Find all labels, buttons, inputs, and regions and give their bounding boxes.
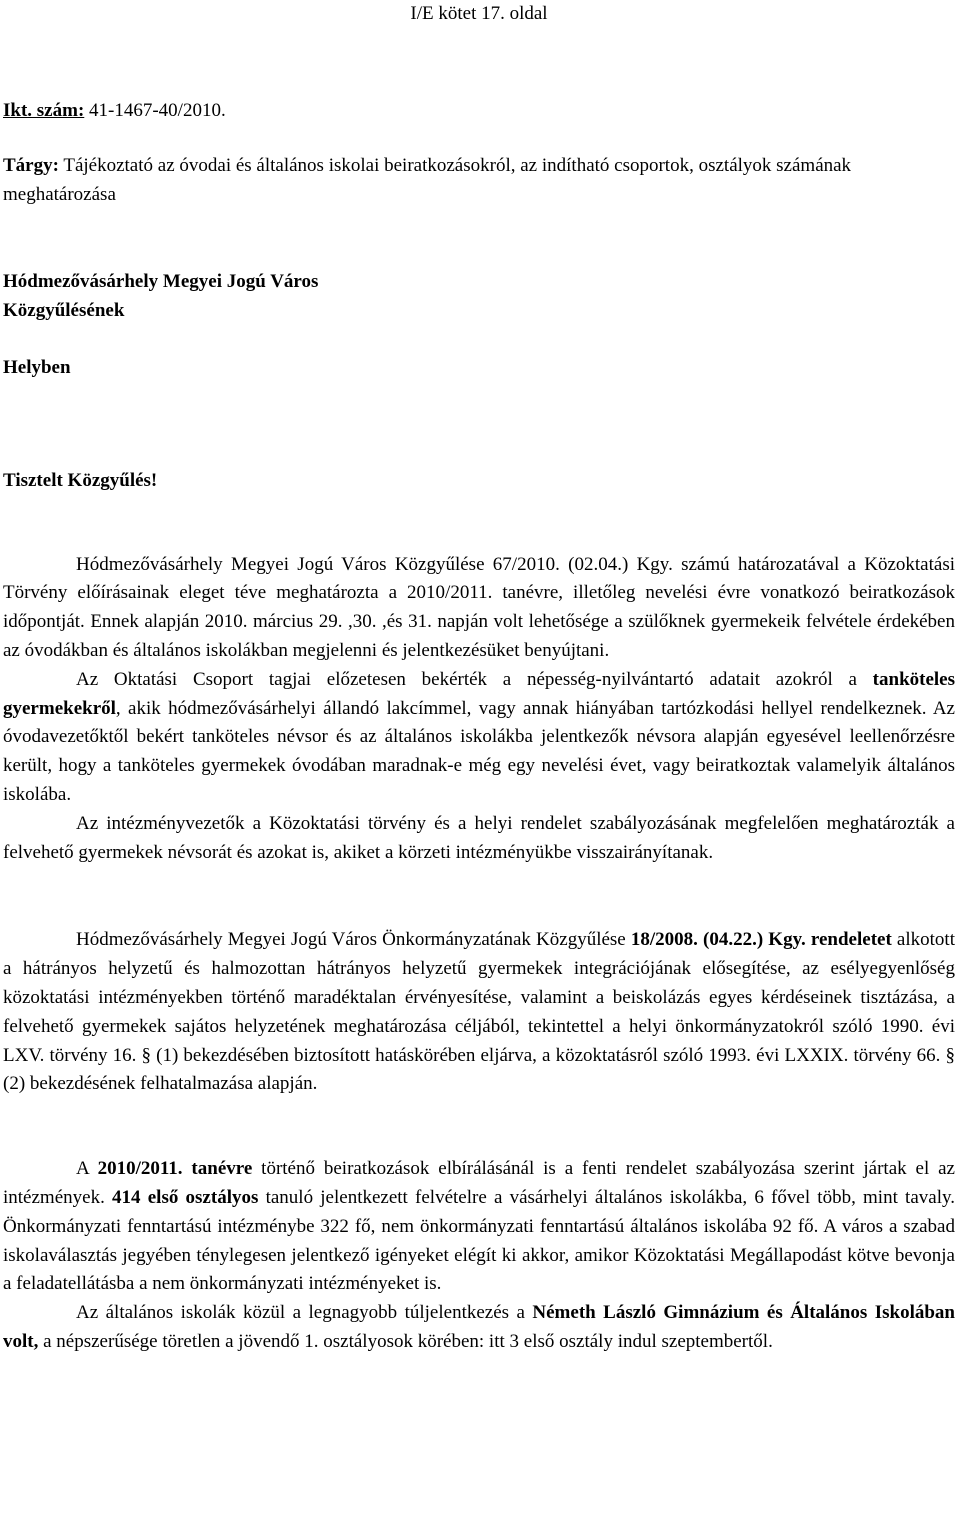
page-label: I/E kötet 17. oldal bbox=[410, 3, 548, 24]
paragraph-5-bold-2: 414 első osztályos bbox=[112, 1186, 259, 1208]
subject-line bbox=[3, 152, 955, 210]
paragraph-4 bbox=[3, 926, 955, 1099]
addressee-line-1: Hódmezővásárhely Megyei Jogú Város bbox=[3, 271, 319, 293]
addressee-line-2: Közgyűlésének bbox=[3, 300, 125, 322]
subject-label: Tárgy: bbox=[3, 154, 59, 176]
paragraph-5-text-c: történő beiratkozások elbírálásánál is a fenti rendelet szabályozása szerint jártak el az intézmények. bbox=[3, 1158, 955, 1208]
paragraph-3: Az intézményvezetők a Közoktatási törvény és a helyi rendelet szabályozásának megfelelően meghatározták a felvehető gyermekek névsorát és azokat is, akiket a körzeti intézményükbe visszairányítanak. bbox=[3, 812, 955, 863]
paragraph-4-text-a: Hódmezővásárhely Megyei Jogú Város Önkormányzatának Közgyűlése bbox=[76, 929, 631, 951]
addressee-helyben: Helyben bbox=[3, 356, 71, 378]
paragraph-2-text-c: , akik hódmezővásárhelyi állandó lakcímmel, vagy annak hiányában tartózkodási hellyel rendelkeznek. Az óvodavezetőktől bekért tanköteles névsor és az általános iskolákba jelentkezők névsora alapján egyesével leellenőrzésre került, hogy a tanköteles gyermekek óvodában maradnak-e még egy nevelési évet, vagy beiratkoztak valamelyik általános iskolába. bbox=[3, 697, 955, 805]
paragraph-5-text-a: A bbox=[76, 1158, 98, 1180]
paragraph-4-text-c: alkotott a hátrányos helyzetű és halmozottan hátrányos helyzetű gyermekek integrációjának elősegítése, az esélyegyenlőség közoktatási intézményekben történő maradéktalan érvényesítése, valamint a beiskolázás egyes kérdéseinek tisztázása, a felvehető gyermekek sajátos helyzetének meghatározása céljából, tekintettel a helyi önkormányzatokról szóló 1990. évi LXV. törvény 16. § (1) bekezdésében biztosított hatáskörében eljárva, a közoktatásról szóló 1993. évi LXXIX. törvény 66. § (2) bekezdésének felhatalmazása alapján. bbox=[3, 929, 955, 1095]
paragraph-6-text-a: Az általános iskolák közül a legnagyobb túljelentkezés a bbox=[76, 1302, 533, 1324]
paragraph-4-bold: 18/2008. (04.22.) Kgy. rendeletet bbox=[630, 929, 892, 951]
file-number-line bbox=[3, 97, 955, 126]
document-page bbox=[3, 0, 955, 1357]
paragraph-6-bold: Németh László Gimnázium és Általános Iskolában volt, bbox=[3, 1302, 955, 1352]
paragraph-2 bbox=[3, 666, 955, 810]
paragraph-5-bold-1: 2010/2011. tanévre bbox=[97, 1158, 253, 1180]
paragraph-5-text-e: tanuló jelentkezett felvételre a vásárhelyi általános iskolákba, 6 fővel több, mint tavaly. Önkormányzati fenntartású intézménybe 322 fő, nem önkormányzati fenntartású általános iskolába 92 fő. A város a szabad iskolaválasztás jegyében ténylegesen jelentkező igényeket elégít ki akkor, amikor Közoktatási Megállapodást kötve bevonja a feladatellátásba a nem önkormányzati intézményeket is. bbox=[3, 1186, 956, 1295]
page-header bbox=[3, 0, 955, 50]
subject-text: Tájékoztató az óvodai és általános iskolai beiratkozásokról, az indítható csoportok, osztályok számának meghatározása bbox=[3, 154, 852, 205]
file-number-value: 41-1467-40/2010. bbox=[84, 100, 226, 121]
file-number-label: Ikt. szám: bbox=[3, 100, 85, 121]
paragraph-1: Hódmezővásárhely Megyei Jogú Város Közgyűlése 67/2010. (02.04.) Kgy. számú határozatával a Közoktatási Törvény előírásainak eleget téve meghatározta a 2010/2011. tanévre, illetőleg nevelési évre vonatkozó beiratkozások időpontját. Ennek alapján 2010. március 29. ,30. ,és 31. napján volt lehetősége a szülőknek gyermekeik felvétele érdekében az óvodákban és általános iskolákban megjelenni és jelentkezésüket benyújtani. bbox=[3, 553, 955, 661]
paragraph-5 bbox=[3, 1155, 955, 1299]
paragraph-2-bold: tanköteles gyermekekről bbox=[3, 668, 955, 719]
paragraph-2-text-a: Az Oktatási Csoport tagjai előzetesen bekérték a népesség-nyilvántartó adatait azokról a bbox=[76, 668, 873, 690]
salutation: Tisztelt Közgyűlés! bbox=[3, 469, 158, 491]
paragraph-6-text-c: a népszerűsége töretlen a jövendő 1. osztályosok körében: itt 3 első osztály indul szeptembertől. bbox=[38, 1330, 773, 1352]
paragraph-6 bbox=[3, 1299, 955, 1357]
